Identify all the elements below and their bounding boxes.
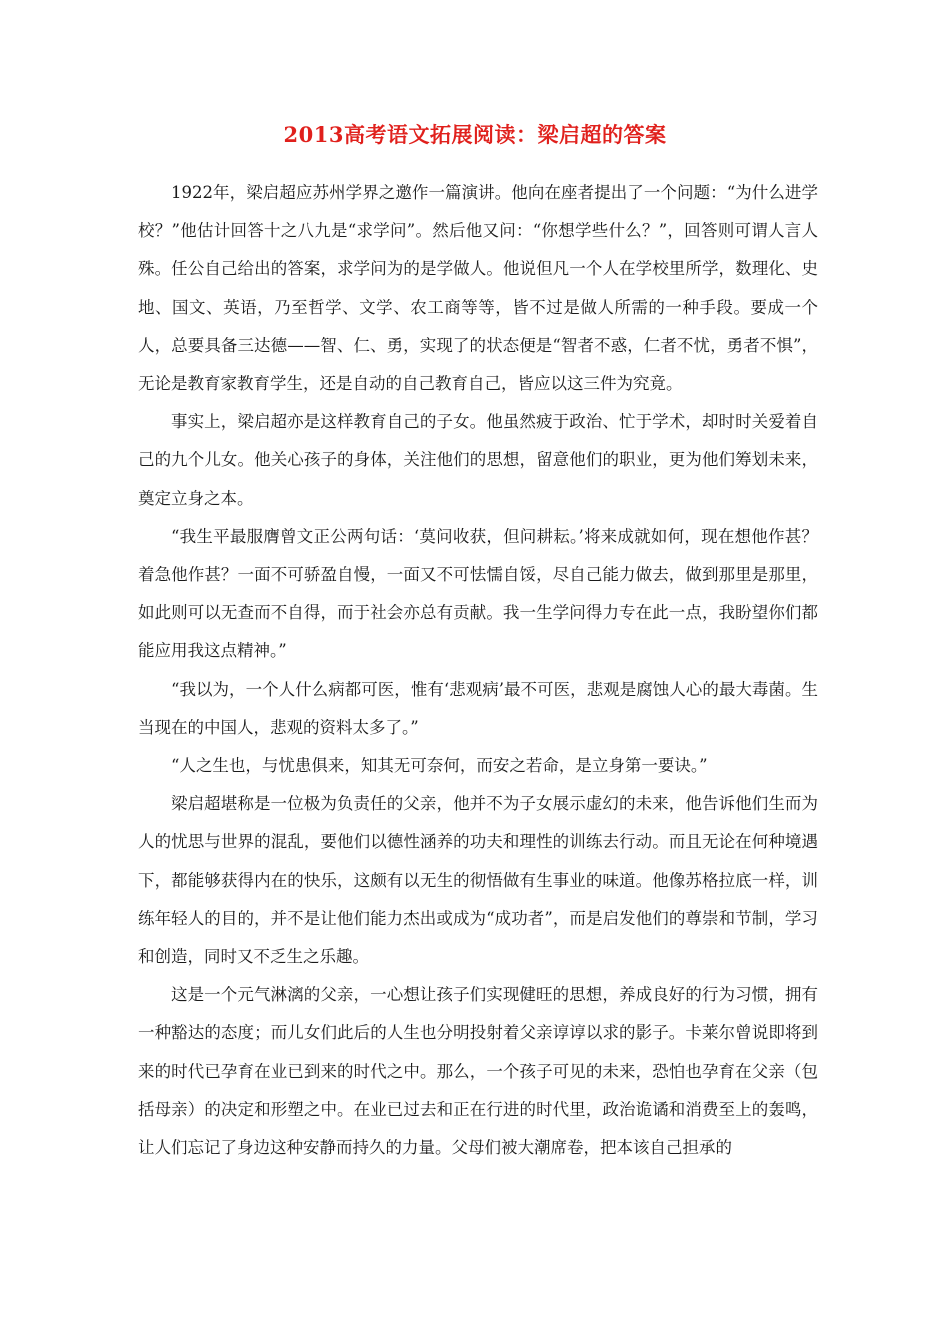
paragraph: 梁启超堪称是一位极为负责任的父亲，他并不为子女展示虚幻的未来，他告诉他们生而为人的忧思与世界的混乱，要他们以德性涵养的功夫和理性的训练去行动。而且无论在何种境遇下，都能够获得内在的快乐，这颇有以无生的彻悟做有生事业的味道。他像苏格拉底一样，训练年轻人的目的，并不是让他们能力杰出或成为“成功者”，而是启发他们的尊崇和节制，学习和创造，同时又不乏生之乐趣。 <box>138 794 818 967</box>
document-body <box>138 174 818 1167</box>
document-title: 2013高考语文拓展阅读：梁启超的答案 <box>283 122 667 147</box>
paragraph: 事实上，梁启超亦是这样教育自己的子女。他虽然疲于政治、忙于学术，却时时关爱着自己的九个儿女。他关心孩子的身体，关注他们的思想，留意他们的职业，更为他们筹划未来，奠定立身之本。 <box>138 412 818 508</box>
paragraph: “我以为，一个人什么病都可医，惟有‘悲观病’最不可医，悲观是腐蚀人心的最大毒菌。生当现在的中国人，悲观的资料太多了。” <box>138 679 818 737</box>
paragraph: 这是一个元气淋漓的父亲，一心想让孩子们实现健旺的思想，养成良好的行为习惯，拥有一种豁达的态度；而儿女们此后的人生也分明投射着父亲谆谆以求的影子。卡莱尔曾说即将到来的时代已孕育在业已到来的时代之中。那么，一个孩子可见的未来，恐怕也孕育在父亲（包括母亲）的决定和形塑之中。在业已过去和正在行进的时代里，政治诡谲和消费至上的轰鸣，让人们忘记了身边这种安静而持久的力量。父母们被大潮席卷，把本该自己担承的 <box>138 985 818 1158</box>
paragraph: 1922年，梁启超应苏州学界之邀作一篇演讲。他向在座者提出了一个问题：“为什么进学校？”他估计回答十之八九是“求学问”。然后他又问：“你想学些什么？”，回答则可谓人言人殊。任公自己给出的答案，求学问为的是学做人。他说但凡一个人在学校里所学，数理化、史地、国文、英语，乃至哲学、文学、农工商等等，皆不过是做人所需的一种手段。要成一个人，总要具备三达德——智、仁、勇，实现了的状态便是“智者不惑，仁者不忧，勇者不惧”，无论是教育家教育学生，还是自动的自己教育自己，皆应以这三件为究竟。 <box>138 183 818 394</box>
paragraph: “人之生也，与忧患俱来，知其无可奈何，而安之若命，是立身第一要诀。” <box>171 756 708 776</box>
paragraph: “我生平最服膺曾文正公两句话：‘莫问收获，但问耕耘。’将来成就如何，现在想他作甚？着急他作甚？一面不可骄盈自慢，一面又不可怯懦自馁，尽自己能力做去，做到那里是那里，如此则可以无查而不自得，而于社会亦总有贡献。我一生学问得力专在此一点，我盼望你们都能应用我这点精神。” <box>138 526 818 661</box>
